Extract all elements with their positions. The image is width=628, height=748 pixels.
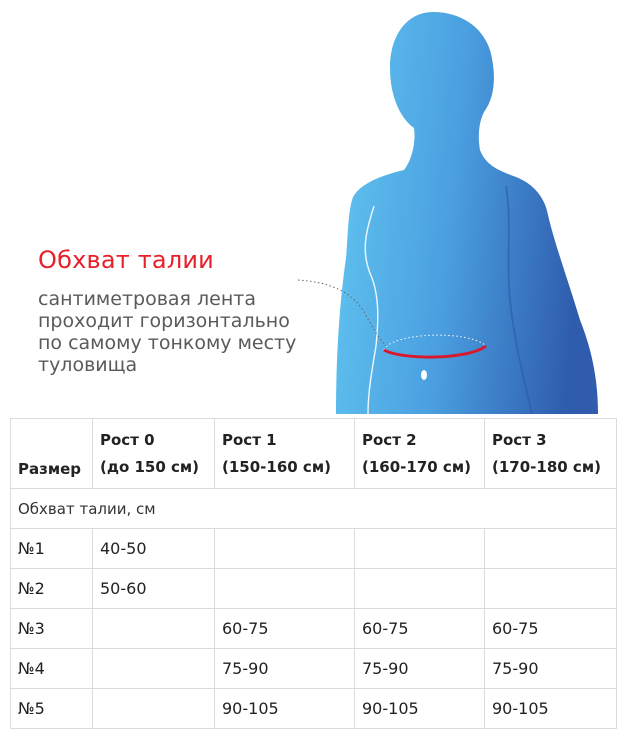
value-cell	[215, 529, 355, 569]
size-cell: №3	[11, 609, 93, 649]
table-row	[11, 649, 617, 689]
value-cell: 90-105	[485, 689, 617, 729]
value-cell: 75-90	[485, 649, 617, 689]
value-cell	[93, 689, 215, 729]
value-cell: 60-75	[215, 609, 355, 649]
description-line: по самому тонкому месту	[38, 332, 297, 354]
description-line: проходит горизонтально	[38, 310, 290, 332]
navel	[421, 370, 427, 380]
value-cell: 90-105	[215, 689, 355, 729]
size-cell: №2	[11, 569, 93, 609]
value-cell	[355, 529, 485, 569]
value-cell: 75-90	[215, 649, 355, 689]
waist-group-label: Обхват талии, см	[11, 489, 617, 529]
value-cell: 60-75	[355, 609, 485, 649]
value-cell: 90-105	[355, 689, 485, 729]
table-row	[11, 569, 617, 609]
value-cell	[485, 569, 617, 609]
height-column-header: Рост 1 (150-160 см)	[215, 419, 355, 489]
table-row	[11, 529, 617, 569]
size-chart-table	[10, 418, 617, 729]
table-row	[11, 609, 617, 649]
size-cell: №4	[11, 649, 93, 689]
waist-measure-title: Обхват талии	[38, 246, 214, 274]
height-column-header: Рост 3 (170-180 см)	[485, 419, 617, 489]
value-cell	[485, 529, 617, 569]
value-cell	[355, 569, 485, 609]
waist-measure-description	[38, 288, 296, 376]
size-cell: №5	[11, 689, 93, 729]
description-line: туловища	[38, 354, 138, 376]
height-column-header: Рост 0 (до 150 см)	[93, 419, 215, 489]
height-column-header: Рост 2 (160-170 см)	[355, 419, 485, 489]
size-column-header: Размер	[11, 419, 93, 489]
table-header-row	[11, 419, 617, 489]
table-row	[11, 689, 617, 729]
value-cell: 40-50	[93, 529, 215, 569]
value-cell	[93, 649, 215, 689]
value-cell	[215, 569, 355, 609]
value-cell	[93, 609, 215, 649]
value-cell: 60-75	[485, 609, 617, 649]
table-group-row	[11, 489, 617, 529]
value-cell: 75-90	[355, 649, 485, 689]
description-line: сантиметровая лента	[38, 288, 256, 310]
size-cell: №1	[11, 529, 93, 569]
value-cell: 50-60	[93, 569, 215, 609]
